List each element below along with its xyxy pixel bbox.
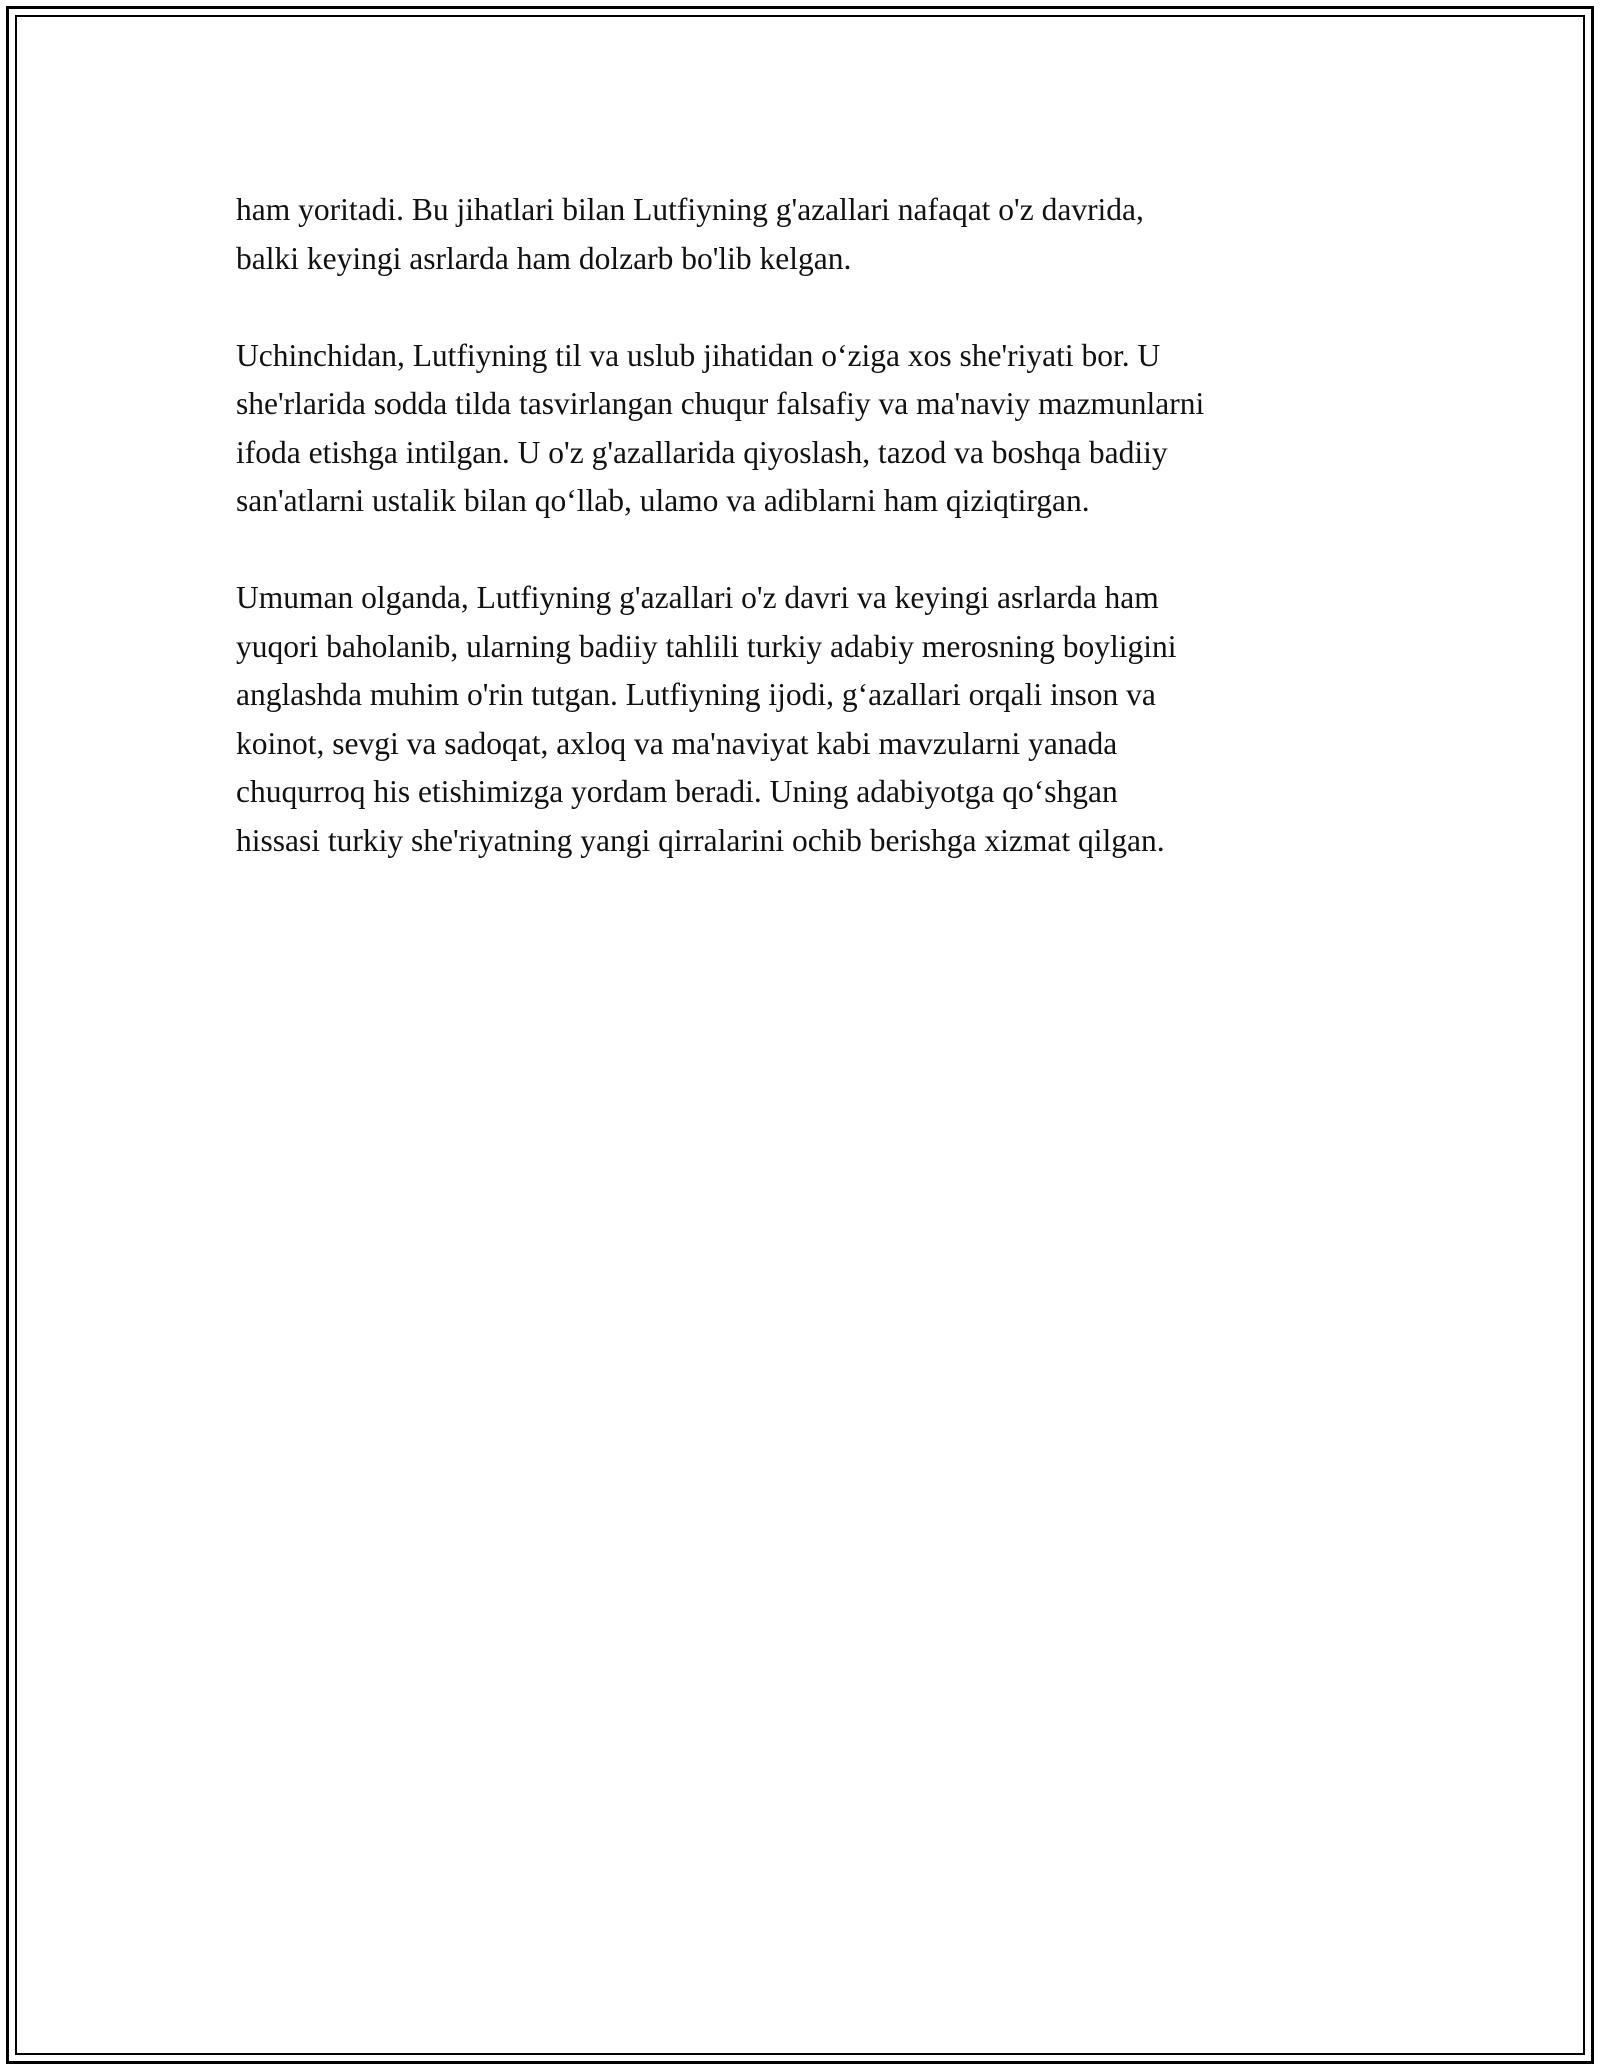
paragraph-line: anglashda muhim o'rin tutgan. Lutfiyning ijodi, g‘azallari orqali inson va	[236, 677, 1156, 712]
paragraph-line: chuqurroq his etishimizga yordam beradi. Uning adabiyotga qo‘shgan	[236, 774, 1118, 809]
document-body	[236, 186, 1406, 914]
paragraph-line: ham yoritadi. Bu jihatlari bilan Lutfiyning g'azallari nafaqat o'z davrida,	[236, 192, 1144, 227]
paragraph-line: san'atlarni ustalik bilan qo‘llab, ulamo va adiblarni ham qiziqtirgan.	[236, 483, 1090, 518]
paragraph-line: koinot, sevgi va sadoqat, axloq va ma'naviyat kabi mavzularni yanada	[236, 725, 1118, 761]
paragraph-3	[236, 574, 1406, 865]
paragraph-line: ifoda etishga intilgan. U o'z g'azallarida qiyoslash, tazod va boshqa badiiy	[236, 434, 1168, 470]
paragraph-line: Uchinchidan, Lutfiyning til va uslub jihatidan o‘ziga xos she'riyati bor. U	[236, 337, 1161, 373]
paragraph-2	[236, 332, 1406, 526]
paragraph-line: hissasi turkiy she'riyatning yangi qirralarini ochib berishga xizmat qilgan.	[236, 822, 1165, 858]
paragraph-line: balki keyingi asrlarda ham dolzarb bo'lib kelgan.	[236, 240, 852, 276]
paragraph-1	[236, 186, 1406, 283]
paragraph-line: Umuman olganda, Lutfiyning g'azallari o'z davri va keyingi asrlarda ham	[236, 580, 1159, 615]
paragraph-line: she'rlarida sodda tilda tasvirlangan chuqur falsafiy va ma'naviy mazmunlarni	[236, 386, 1205, 421]
paragraph-line: yuqori baholanib, ularning badiiy tahlili turkiy adabiy merosning boyligini	[236, 628, 1177, 664]
